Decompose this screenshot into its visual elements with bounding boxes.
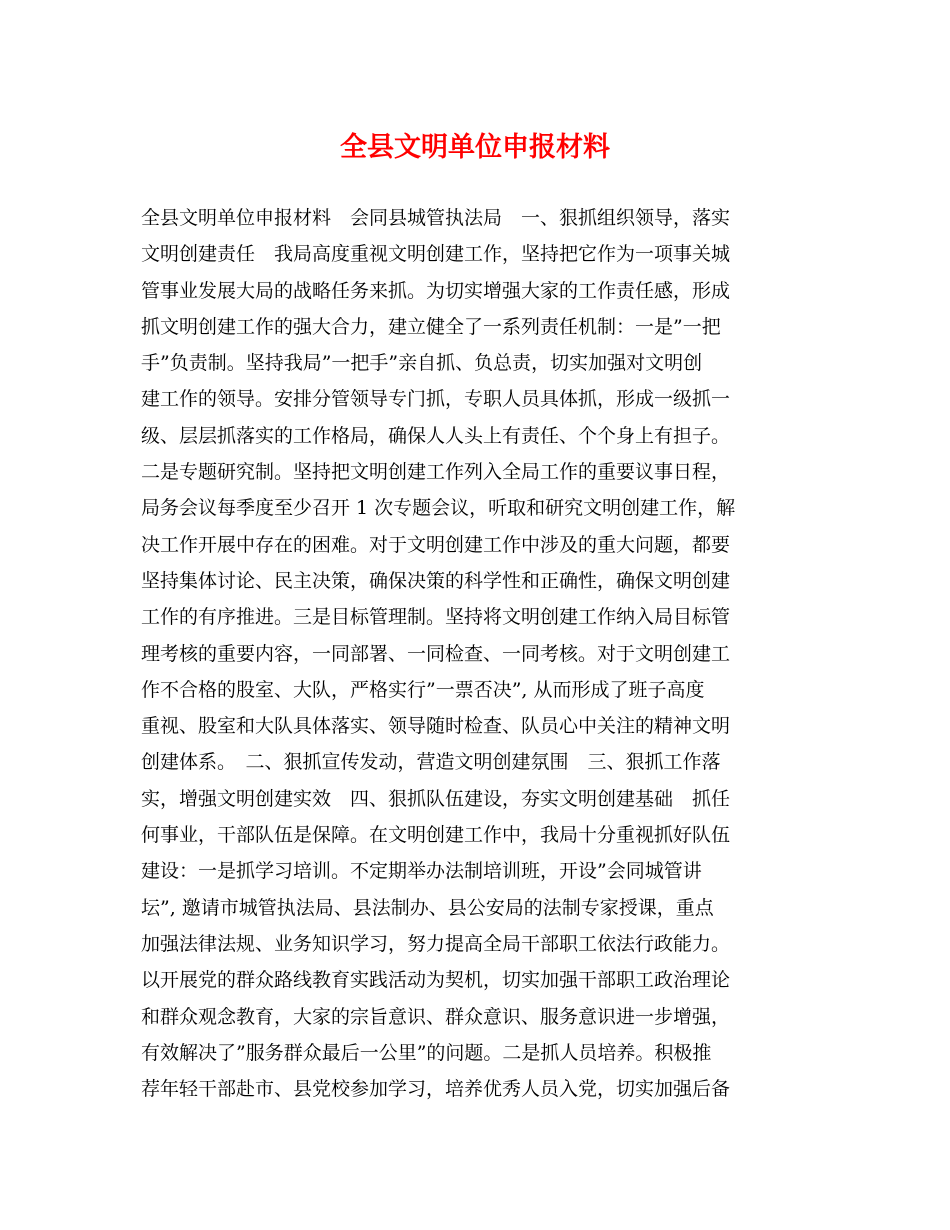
body-line: 建工作的领导。安排分管领导专门抓，专职人员具体抓，形成一级抓一 bbox=[141, 388, 731, 411]
body-line: 管事业发展大局的战略任务来抓。为切实增强大家的工作责任感，形成 bbox=[141, 279, 731, 302]
body-line: 荐年轻干部赴市、县党校参加学习，培养优秀人员入党，切实加强后备 bbox=[141, 1078, 731, 1101]
body-line: 作不合格的股室、大队，严格实行”一票否决”, 从而形成了班子高度 bbox=[141, 678, 705, 701]
body-line: 坛”, 邀请市城管执法局、县法制办、县公安局的法制专家授课，重点 bbox=[141, 896, 714, 919]
body-line: 手”负责制。坚持我局”一把手”亲自抓、负总责，切实加强对文明创 bbox=[141, 352, 703, 375]
body-line: 加强法律法规、业务知识学习，努力提高全局干部职工依法行政能力。 bbox=[141, 932, 731, 955]
body-line: 全县文明单位申报材料 会同县城管执法局 一、狠抓组织领导，落实 bbox=[141, 207, 731, 229]
body-line: 理考核的重要内容，一同部署、一同检查、一同考核。对于文明创建工 bbox=[141, 642, 731, 665]
body-line: 决工作开展中存在的困难。对于文明创建工作中涉及的重大问题，都要 bbox=[141, 533, 731, 556]
body-line: 建设：一是抓学习培训。不定期举办法制培训班，开设”会同城管讲 bbox=[141, 860, 702, 883]
document-body bbox=[141, 200, 813, 1107]
body-line: 局务会议每季度至少召开 1 次专题会议，听取和研究文明创建工作，解 bbox=[141, 497, 736, 520]
body-line: 级、层层抓落实的工作格局，确保人人头上有责任、个个身上有担子。 bbox=[141, 424, 731, 447]
body-line: 实，增强文明创建实效 四、狠抓队伍建设，夯实文明创建基础 抓任 bbox=[141, 787, 731, 810]
body-line: 和群众观念教育，大家的宗旨意识、群众意识、服务意识进一步增强， bbox=[141, 1005, 731, 1028]
body-line: 工作的有序推进。三是目标管理制。坚持将文明创建工作纳入局目标管 bbox=[141, 606, 731, 629]
body-line: 抓文明创建工作的强大合力，建立健全了一系列责任机制：一是”一把 bbox=[141, 315, 721, 338]
document-title: 全县文明单位申报材料 bbox=[340, 132, 610, 163]
body-line: 有效解决了”服务群众最后一公里”的问题。二是抓人员培养。积极推 bbox=[141, 1041, 712, 1064]
body-line: 以开展党的群众路线教育实践活动为契机，切实加强干部职工政治理论 bbox=[141, 969, 731, 992]
body-line: 文明创建责任 我局高度重视文明创建工作，坚持把它作为一项事关城 bbox=[141, 243, 731, 266]
body-line: 二是专题研究制。坚持把文明创建工作列入全局工作的重要议事日程， bbox=[141, 461, 731, 484]
body-line: 坚持集体讨论、民主决策，确保决策的科学性和正确性，确保文明创建 bbox=[141, 569, 731, 592]
body-line: 何事业，干部队伍是保障。在文明创建工作中，我局十分重视抓好队伍 bbox=[141, 824, 731, 847]
body-line: 创建体系。 二、狠抓宣传发动，营造文明创建氛围 三、狠抓工作落 bbox=[141, 751, 721, 774]
body-line: 重视、股室和大队具体落实、领导随时检查、队员心中关注的精神文明 bbox=[141, 715, 731, 738]
